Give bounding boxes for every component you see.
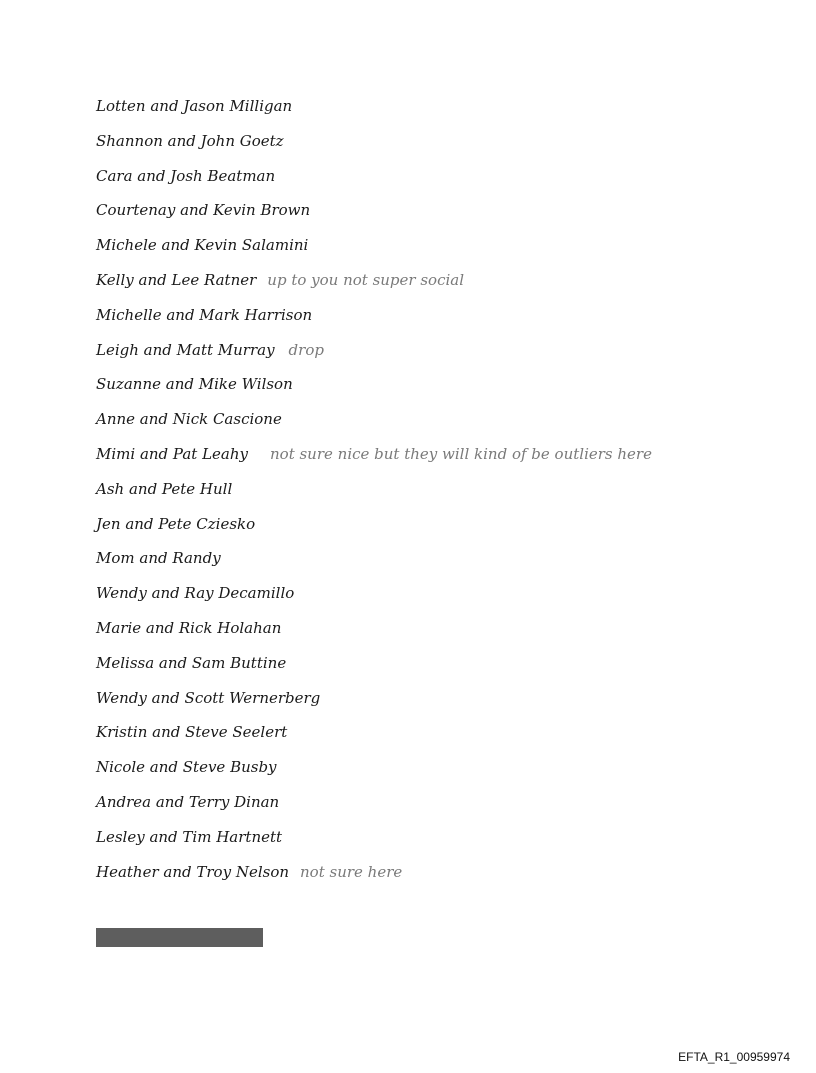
list-item [96,338,736,373]
list-item [96,581,736,616]
list-item [96,129,736,164]
list-item [96,860,736,895]
entry-name: Ash and Pete Hull [96,479,233,498]
entry-note: drop [288,340,324,359]
list-item [96,790,736,825]
entry-name: Cara and Josh Beatman [96,166,276,185]
entry-name: Kristin and Steve Seelert [96,723,288,742]
entry-name: Nicole and Steve Busby [96,758,277,777]
list-item [96,651,736,686]
list-item [96,372,736,407]
list-item [96,303,736,338]
entry-name: Melissa and Sam Buttine [96,653,287,672]
entry-name: Michelle and Mark Harrison [96,305,313,324]
entry-name: Andrea and Terry Dinan [96,792,280,811]
list-item [96,512,736,547]
list-item [96,442,736,477]
entry-name: Kelly and Lee Ratner [96,270,257,289]
list-item [96,616,736,651]
list-item [96,268,736,303]
guest-list [96,94,736,894]
entry-note: not sure here [300,862,403,881]
entry-name: Lesley and Tim Hartnett [96,827,283,846]
list-item [96,198,736,233]
entry-name: Jen and Pete Cziesko [96,514,256,533]
entry-name: Marie and Rick Holahan [96,618,282,637]
entry-name: Anne and Nick Cascione [96,410,282,429]
entry-note: not sure nice but they will kind of be outliers here [270,444,652,463]
entry-name: Suzanne and Mike Wilson [96,375,293,394]
list-item [96,477,736,512]
entry-name: Wendy and Scott Wernerberg [96,688,321,707]
entry-name: Lotten and Jason Milligan [96,97,293,115]
list-item [96,825,736,860]
list-item [96,686,736,721]
entry-name: Michele and Kevin Salamini [96,236,309,255]
list-item [96,94,736,129]
list-item [96,755,736,790]
entry-name: Shannon and John Goetz [96,131,284,150]
list-item [96,407,736,442]
entry-name: Mimi and Pat Leahy [96,444,248,463]
list-item [96,164,736,199]
entry-note: up to you not super social [267,270,465,289]
list-item [96,546,736,581]
redaction-block [96,928,263,947]
entry-name: Heather and Troy Nelson [96,862,290,881]
document-id: EFTA_R1_00959974 [678,1050,790,1064]
list-item [96,720,736,755]
list-item [96,233,736,268]
entry-name: Wendy and Ray Decamillo [96,584,295,603]
entry-name: Leigh and Matt Murray [96,340,275,359]
entry-name: Mom and Randy [96,549,221,568]
entry-name: Courtenay and Kevin Brown [96,201,311,220]
